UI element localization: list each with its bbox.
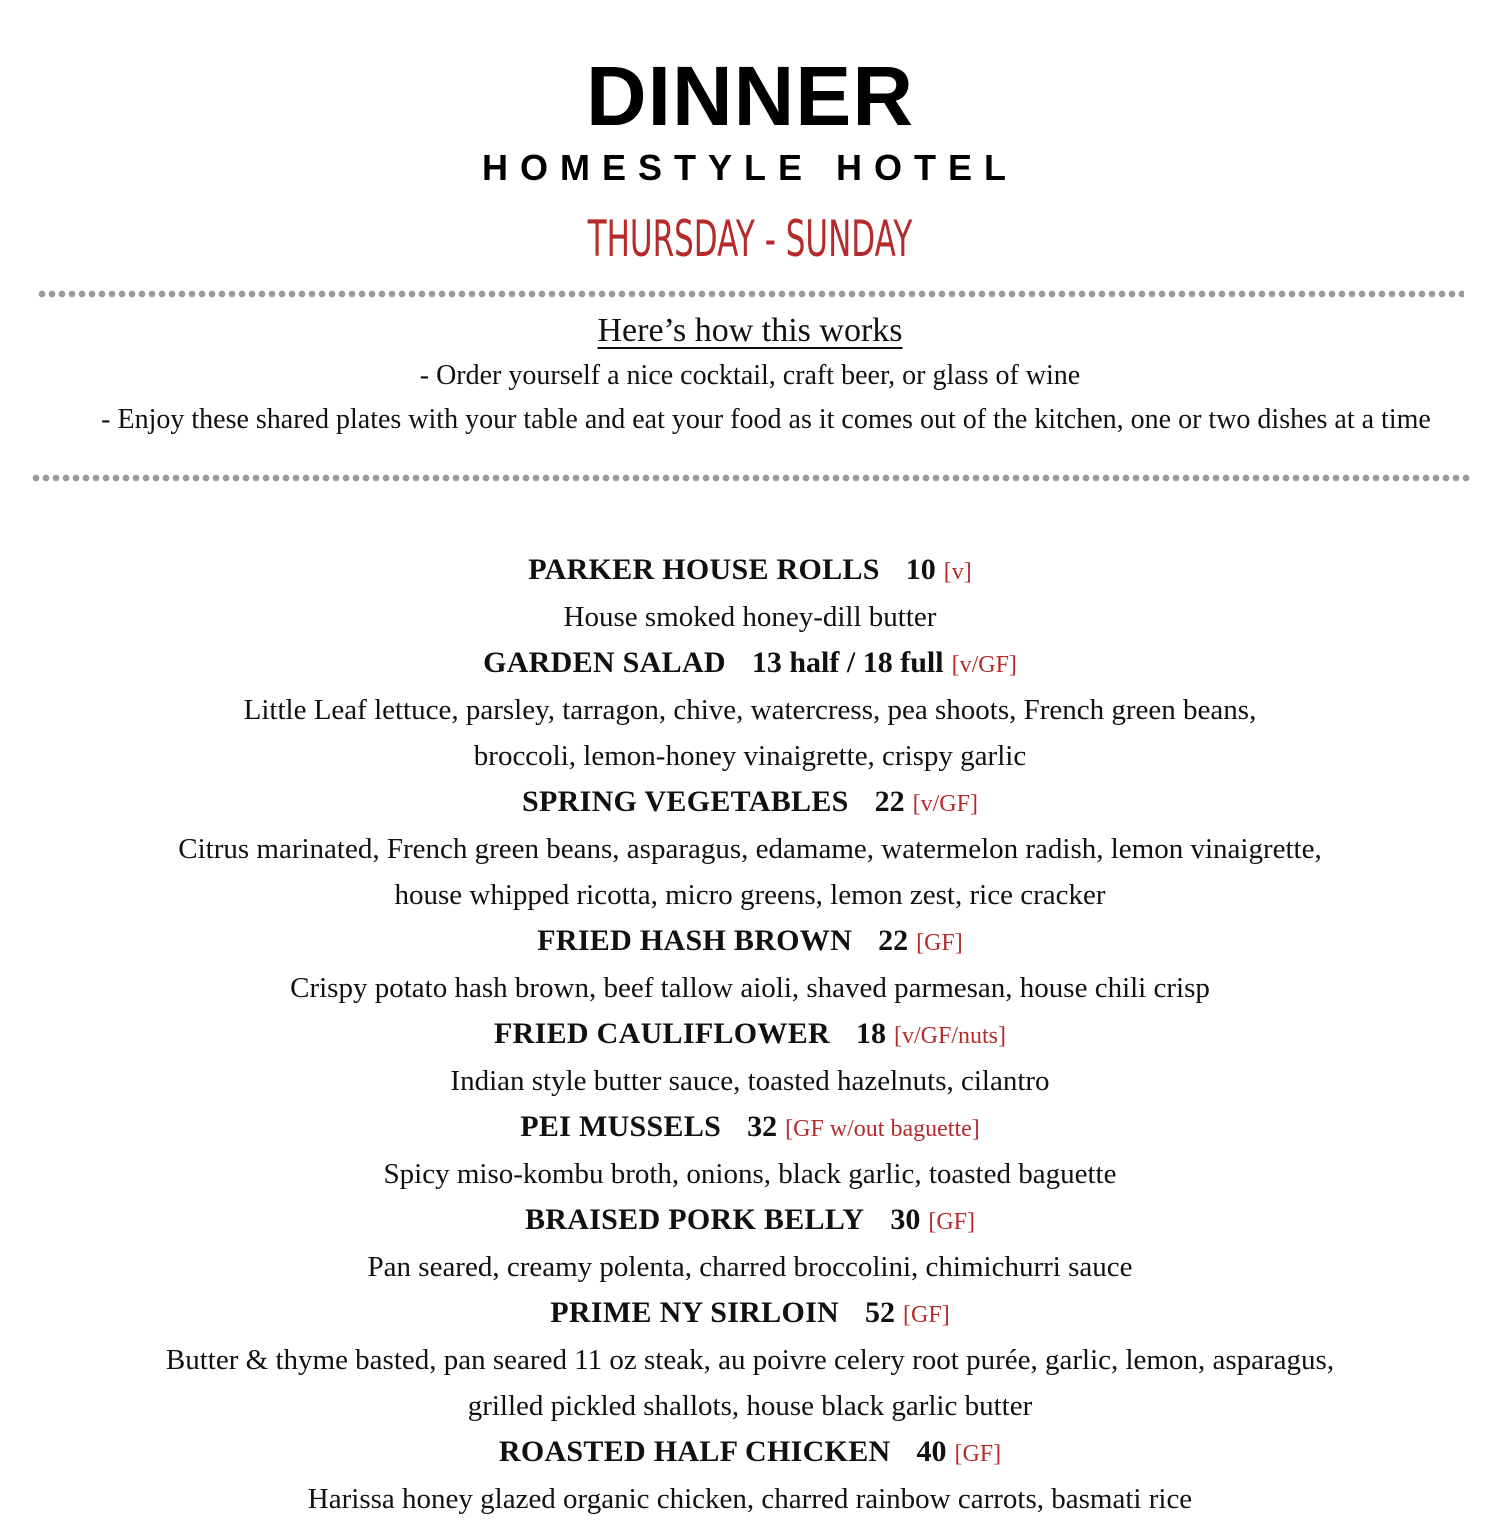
- how-it-works-line: - Order yourself a nice cocktail, craft beer, or glass of wine: [419, 360, 1081, 391]
- menu-item-name: SPRING VEGETABLES: [522, 785, 849, 818]
- menu-item-dietary-tag: [GF w/out baguette]: [785, 1116, 980, 1142]
- menu-item-dietary-tag: [GF]: [903, 1302, 950, 1328]
- dotted-divider-top: [38, 290, 1464, 298]
- menu-item: [0, 780, 1500, 918]
- menu-item-header: [0, 641, 1500, 687]
- menu-item-name: GARDEN SALAD: [483, 646, 726, 679]
- menu-item-description: grilled pickled shallots, house black garlic butter: [467, 1390, 1033, 1422]
- menu-item: [0, 1198, 1500, 1290]
- menu-item: [0, 919, 1500, 1011]
- menu-item: [0, 1105, 1500, 1197]
- menu-item-dietary-tag: [v/GF]: [912, 791, 978, 817]
- menu-item: [0, 1430, 1500, 1522]
- menu-item-dietary-tag: [GF]: [954, 1441, 1002, 1467]
- menu-item-price: 10: [905, 553, 936, 586]
- menu-item-name: FRIED CAULIFLOWER: [494, 1017, 830, 1050]
- menu-item-dietary-tag: [GF]: [916, 930, 963, 956]
- menu-item-description: Indian style butter sauce, toasted hazelnuts, cilantro: [450, 1065, 1050, 1097]
- menu-item-dietary-tag: [v/GF/nuts]: [893, 1023, 1006, 1049]
- menu-item-name: PEI MUSSELS: [520, 1110, 722, 1143]
- dotted-divider-bottom: [32, 474, 1470, 482]
- menu-item-name: ROASTED HALF CHICKEN: [498, 1435, 891, 1468]
- menu-item-name: BRAISED PORK BELLY: [524, 1203, 865, 1236]
- menu-list: [0, 548, 1500, 1523]
- menu-item-header: [0, 1291, 1500, 1337]
- menu-item-dietary-tag: [v]: [943, 559, 972, 585]
- service-days: THURSDAY - SUNDAY: [587, 210, 913, 268]
- menu-item-description: Crispy potato hash brown, beef tallow aioli, shaved parmesan, house chili crisp: [290, 972, 1210, 1004]
- menu-item-description: Pan seared, creamy polenta, charred broccolini, chimichurri sauce: [367, 1251, 1133, 1283]
- menu-item: [0, 1012, 1500, 1104]
- hotel-name: HOMESTYLE HOTEL: [481, 147, 1018, 188]
- menu-item: [0, 1291, 1500, 1429]
- menu-item: [0, 548, 1500, 640]
- menu-item-header: [0, 1012, 1500, 1058]
- menu-item-description: house whipped ricotta, micro greens, lemon zest, rice cracker: [394, 879, 1106, 911]
- menu-title: DINNER: [585, 49, 914, 143]
- menu-item-dietary-tag: [v/GF]: [951, 652, 1017, 678]
- menu-item-header: [0, 1430, 1500, 1476]
- how-it-works-heading: Here’s how this works: [597, 312, 903, 349]
- menu-item-description: Citrus marinated, French green beans, asparagus, edamame, watermelon radish, lemon vinaigrette,: [178, 833, 1322, 865]
- menu-item-price: 18: [855, 1017, 886, 1050]
- menu-item-description: broccoli, lemon-honey vinaigrette, crispy garlic: [473, 740, 1027, 772]
- menu-item-header: [0, 1105, 1500, 1151]
- menu-item-price: 52: [865, 1296, 896, 1329]
- menu-item-header: [0, 780, 1500, 826]
- menu-item-price: 22: [874, 785, 905, 818]
- menu-item-price: 13 half / 18 full: [751, 646, 944, 679]
- menu-item-name: PRIME NY SIRLOIN: [550, 1296, 840, 1329]
- menu-item-description: Butter & thyme basted, pan seared 11 oz steak, au poivre celery root purée, garlic, lemon, asparagus,: [165, 1344, 1335, 1376]
- menu-item-price: 30: [890, 1203, 921, 1236]
- menu-item-price: 22: [878, 924, 909, 957]
- menu-item-name: PARKER HOUSE ROLLS: [528, 553, 880, 586]
- menu-item-price: 32: [747, 1110, 778, 1143]
- menu-item-name: FRIED HASH BROWN: [537, 924, 853, 957]
- menu-item-description: Little Leaf lettuce, parsley, tarragon, chive, watercress, pea shoots, French green beans,: [243, 694, 1257, 726]
- menu-item-description: House smoked honey-dill butter: [563, 601, 937, 633]
- menu-item-header: [0, 548, 1500, 594]
- menu-item: [0, 641, 1500, 779]
- menu-item-header: [0, 1198, 1500, 1244]
- menu-item-header: [0, 919, 1500, 965]
- menu-item-description: Spicy miso-kombu broth, onions, black garlic, toasted baguette: [383, 1158, 1117, 1190]
- menu-item-price: 40: [916, 1435, 947, 1468]
- menu-item-description: Harissa honey glazed organic chicken, charred rainbow carrots, basmati rice: [307, 1483, 1193, 1515]
- menu-item-dietary-tag: [GF]: [928, 1209, 976, 1235]
- how-it-works-line: - Enjoy these shared plates with your table and eat your food as it comes out of the kitchen, one or two dishes at a time: [101, 404, 1431, 435]
